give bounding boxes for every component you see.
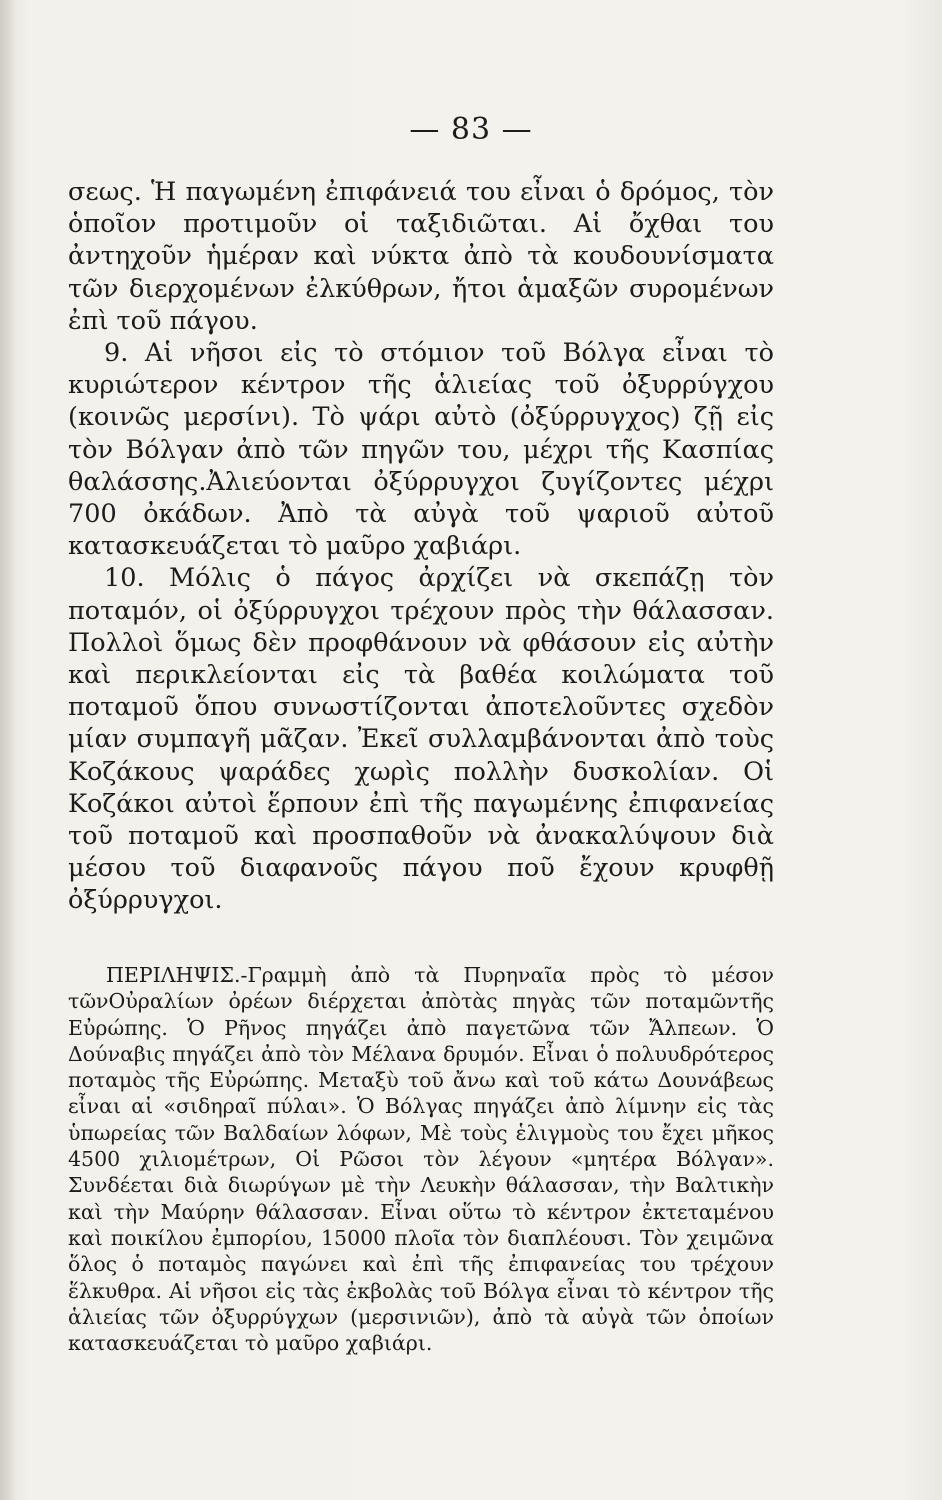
summary-paragraph <box>68 962 774 1356</box>
paragraph-continuation: σεως. Ἡ παγωμένη ἐπιφάνειά του εἶναι ὁ δρόμος, τὸν ὁποῖον προτιμοῦν οἱ ταξιδιῶται. Αἱ ὄχθαι του ἀντηχοῦν ἡμέραν καὶ νύκτα ἀπὸ τὰ κουδουνίσματα τῶν διερχομένων ἐλκύθρων, ἤτοι ἁμαξῶν συρομένων ἐπὶ τοῦ πάγου. <box>68 177 774 336</box>
page-number: — 83 — <box>409 112 533 147</box>
summary-heading: ΠΕΡΙΛΗΨΙΣ. <box>106 963 241 987</box>
page-edge-shadow <box>0 0 16 1500</box>
summary-text: -Γραμμὴ ἀπὸ τὰ Πυρηναῖα πρὸς τὸ μέσον τῶνΟὐραλίων ὀρέων διέρχεται ἀπὸτὰς πηγὰς τῶν ποταμῶντῆς Εὐρώπης. Ὁ Ρῆνος πηγάζει ἀπὸ παγετῶνα τῶν Ἄλπεων. Ὁ Δούναβις πηγάζει ἀπὸ τὸν Μέλανα δρυμόν. Εἶναι ὁ πολυυδρότερος ποταμὸς τῆς Εὐρώπης. Μεταξὺ τοῦ ἄνω καὶ τοῦ κάτω Δουνάβεως εἶναι αἱ «σιδηραῖ πύλαι». Ὁ Βόλγας πηγάζει ἀπὸ λίμνην εἰς τὰς ὑπωρείας τῶν Βαλδαίων λόφων, Μὲ τοὺς ἑλιγμοὺς του ἔχει μῆκος 4500 χιλιομέτρων, Οἱ Ρῶσοι τὸν λέγουν «μητέρα Βόλγαν». Συνδέεται διὰ διωρύγων μὲ τὴν Λευκὴν θάλασσαν, τὴν Βαλτικὴν καὶ τὴν Μαύρην θάλασσαν. Εἶναι οὕτω τὸ κέντρον ἐκτεταμένου καὶ ποικίλου ἐμπορίου, 15000 πλοῖα τὸν διαπλέουσι. Τὸν χειμῶνα ὅλος ὁ ποταμὸς παγώνει καὶ ἐπὶ τῆς ἐπιφανείας του τρέχουν ἕλκυθρα. Αἱ νῆσοι εἰς τὰς ἐκβολὰς τοῦ Βόλγα εἶναι τὸ κέντρον τῆς ἁλιείας τῶν ὀξυρρύγχων (μερσινιῶν), ἀπὸ τὰ αὐγὰ τῶν ὁποίων κατασκευάζεται τὸ μαῦρο χαβιάρι. <box>68 963 774 1356</box>
paragraph-9: 9. Αἱ νῆσοι εἰς τὸ στόμιον τοῦ Βόλγα εἶναι τὸ κυριώτερον κέντρον τῆς ἁλιείας τοῦ ὀξυρρύγχου (κοινῶς μερσίνι). Τὸ ψάρι αὐτὸ (ὀξύρρυγχος) ζῇ εἰς τὸν Βόλγαν ἀπὸ τῶν πηγῶν του, μέχρι τῆς Κασπίας θαλάσσης.Ἀλιεύονται ὀξύρρυγχοι ζυγίζοντες μέχρι 700 ὀκάδων. Ἀπὸ τὰ αὐγὰ τοῦ ψαριοῦ αὐτοῦ κατασκευάζεται τὸ μαῦρο χαβιάρι. <box>68 338 774 562</box>
summary-section <box>68 962 774 1356</box>
paragraph-10: 10. Μόλις ὁ πάγος ἀρχίζει νὰ σκεπάζῃ τὸν ποταμόν, οἱ ὀξύρρυγχοι τρέχουν πρὸς τὴν θάλασσαν. Πολλοὶ ὅμως δὲν προφθάνουν νὰ φθάσουν εἰς αὐτὴν καὶ περικλείονται εἰς τὰ βαθέα κοιλώματα τοῦ ποταμοῦ ὅπου συνωστίζονται ἀποτελοῦντες σχεδὸν μίαν συμπαγῆ μᾶζαν. Ἐκεῖ συλλαμβάνονται ἀπὸ τοὺς Κοζάκους ψαράδες χωρὶς πολλὴν δυσκολίαν. Οἱ Κοζάκοι αὐτοὶ ἕρπουν ἐπὶ τῆς παγωμένης ἐπιφανείας τοῦ ποταμοῦ καὶ προσπαθοῦν νὰ ἀνακαλύψουν διὰ μέσου τοῦ διαφανοῦς πάγου ποῦ ἔχουν κρυφθῇ ὀξύρρυγχοι. <box>68 563 774 916</box>
main-text <box>68 176 774 917</box>
